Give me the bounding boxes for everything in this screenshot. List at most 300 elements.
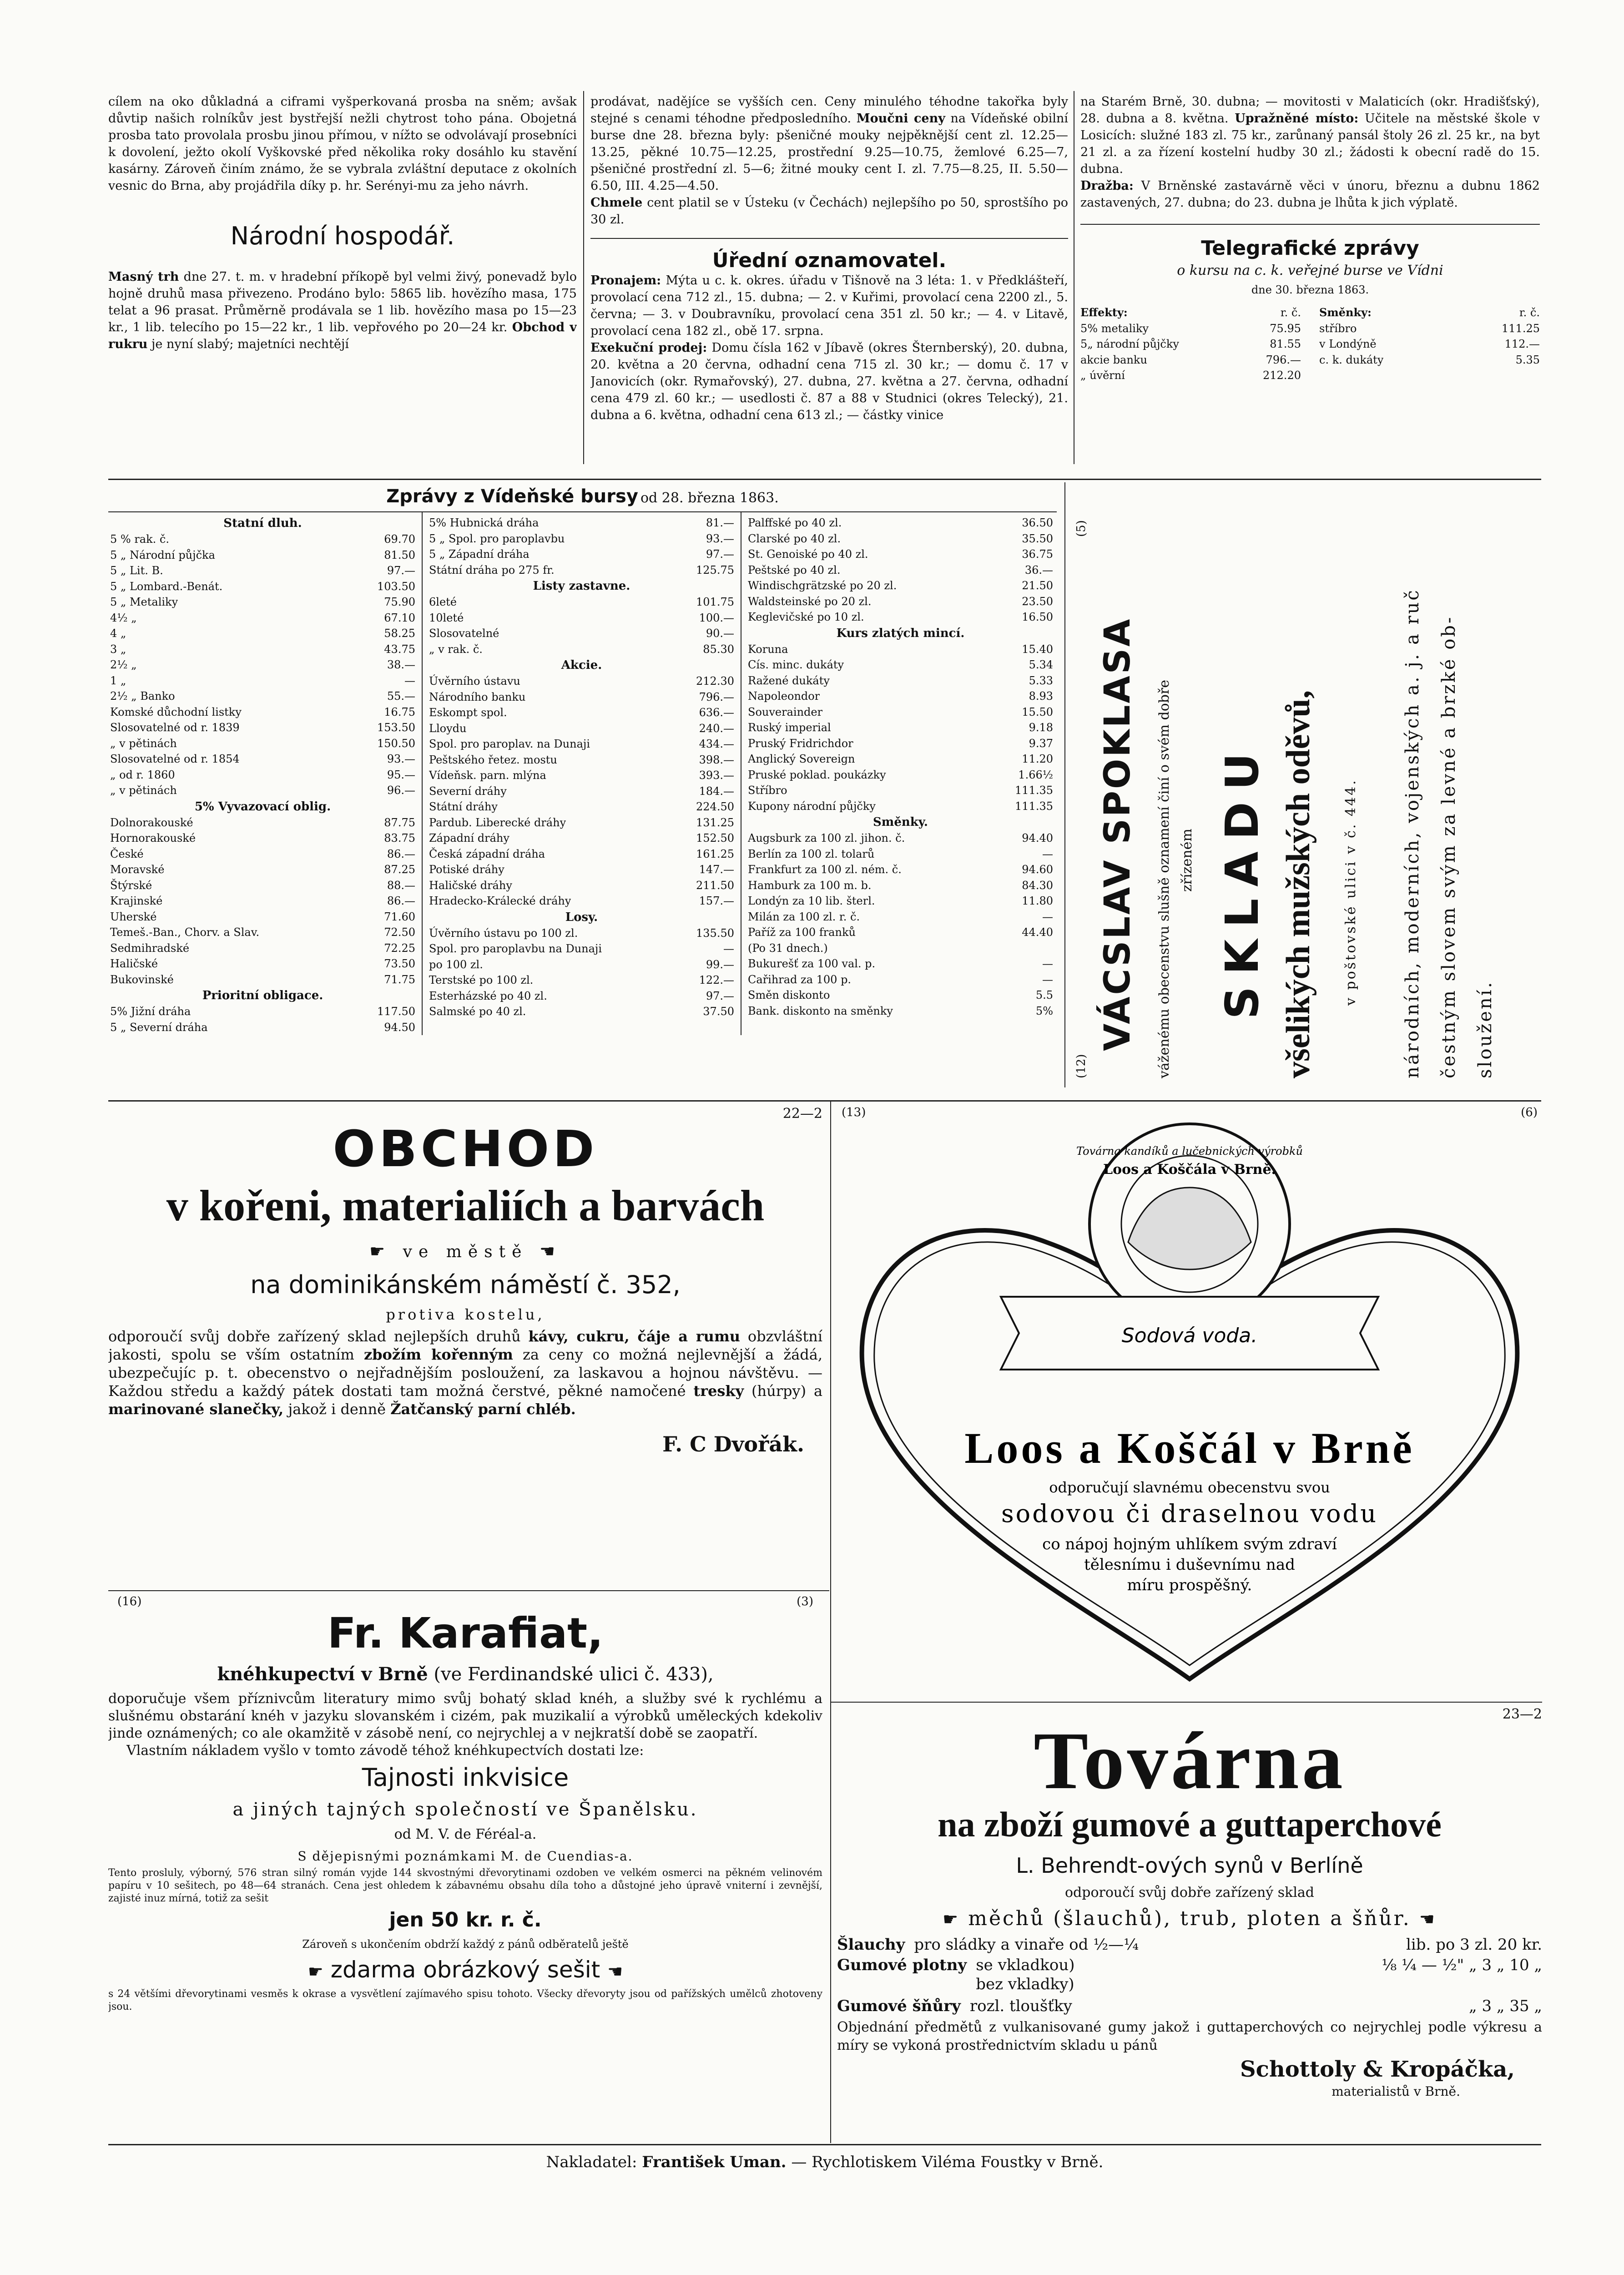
bursa-c3-row <box>748 751 1053 767</box>
row-label: Hamburk za 100 m. b. <box>748 879 872 892</box>
row-label: Berlín za 100 zl. tolarů <box>748 847 875 860</box>
bursa-c3-row <box>748 893 1053 909</box>
row-value: 81.— <box>706 516 734 529</box>
loos-line-2: sodovou či draselnou vodu <box>1001 1499 1378 1528</box>
row-label: Lloydu <box>429 722 467 735</box>
row-label: 1 „ <box>110 674 126 687</box>
col3-intro: na Starém Brně, 30. dubna; — movitosti v Malaticích (okr. Hradišťský), 28. dubna a 8. května. <box>1080 95 1540 126</box>
bursa-c3-row <box>748 1003 1053 1019</box>
col3-left-row <box>1080 321 1301 337</box>
ad-number-23-2: 23—2 <box>1502 1706 1542 1722</box>
section-heading-narodni-hospodar: Národní hospodář. <box>230 222 455 250</box>
row-value: 111.35 <box>1015 799 1053 813</box>
row-value: 796.— <box>699 690 734 703</box>
row-value: 36.75 <box>1022 548 1053 561</box>
karafiat-author: od M. V. de Féréal-a. <box>394 1826 537 1842</box>
ad-number-5: (5) <box>1074 520 1088 537</box>
row-value: 97.— <box>706 548 734 561</box>
smenky-label: Směnky: <box>1319 306 1372 319</box>
bursa-c1-row <box>110 1020 415 1036</box>
bursa-c2-row <box>429 957 734 973</box>
col3-right-row <box>1319 321 1540 337</box>
row-label: Peštského řetez. mostu <box>429 753 557 766</box>
tovarna-row1-desc: pro sládky a vinaře od ½—¼ <box>914 1936 1139 1954</box>
row-value: 86.— <box>387 847 415 860</box>
row-value: 9.37 <box>1029 737 1053 750</box>
bursa-c1-row <box>110 972 415 988</box>
row-label: 5 „ Lit. B. <box>110 564 163 577</box>
ad-number-16: (16) <box>117 1595 142 1608</box>
row-label: Slosovatelné od r. 1854 <box>110 753 240 765</box>
row-value: 69.70 <box>384 533 415 546</box>
bursa-c3-subheading: Směnky. <box>873 815 928 829</box>
row-label: 5% metaliky <box>1080 322 1149 335</box>
karafiat-title: Fr. Karafiat, <box>327 1609 604 1658</box>
row-value: 44.40 <box>1022 926 1053 939</box>
row-value: 88.— <box>387 879 415 892</box>
dvorak-title: OBCHOD <box>333 1120 598 1178</box>
row-value: 23.50 <box>1022 595 1053 608</box>
pronajem-text: Mýta u c. k. okres. úřadu v Tišnově na 3 léta: 1. v Předklášteří, provolací cena 712 zl., 15. dubna; — 2. v Kuřimi, provolací cena 2200 zl., 5. června; — 3. v Doubravníku, provolací cena 351 zl. 50 kr.; — 4. v Litavě, provolací cena 182 zl., obě 17. srpna. <box>590 273 1068 338</box>
bursa-c2-row <box>429 893 734 909</box>
tovarna-items: měchů (šlauchů), trub, ploten a šňůr. <box>968 1907 1411 1930</box>
spoklasa-address: v poštovské ulici v č. 444. <box>1343 779 1359 1006</box>
spoklasa-odevu: všelikých mužských oděvů, <box>1280 690 1317 1078</box>
bursa-c1-row <box>110 720 415 736</box>
row-value: 152.50 <box>696 832 734 844</box>
bursa-c1-subheading: 5% Vyvazovací oblig. <box>194 799 331 814</box>
bursa-c2-row <box>429 610 734 626</box>
row-label: 4 „ <box>110 627 126 640</box>
spoklasa-name: VÁCSLAV SPOKLASA <box>1097 617 1138 1051</box>
tovarna-row3-name: Gumové šňůry <box>837 1997 961 2015</box>
ad-number-22-2: 22—2 <box>782 1106 822 1122</box>
dvorak-opposite: protiva kostelu, <box>386 1306 545 1323</box>
bursa-c2-row <box>429 736 734 752</box>
row-label: 4½ „ <box>110 611 137 624</box>
tovarna-title: Továrna <box>1034 1715 1346 1806</box>
row-label: Česká západní dráha <box>429 847 545 860</box>
bursa-c1-row <box>110 862 415 878</box>
bursa-c2-row <box>429 642 734 657</box>
row-label: Souverainder <box>748 705 823 718</box>
row-value: 37.50 <box>703 1005 734 1018</box>
dvorak-signature: F. C Dvořák. <box>662 1432 804 1456</box>
row-label: Ruský imperial <box>748 721 831 734</box>
dvorak-bold-5: Žatčanský parní chléb. <box>390 1400 576 1418</box>
ad-number-3: (3) <box>797 1595 813 1608</box>
footer-publisher: František Uman. <box>642 2153 787 2171</box>
row-value: 75.90 <box>384 596 415 608</box>
row-value: 38.— <box>387 658 415 671</box>
column-3 <box>1080 93 1540 462</box>
bursa-c1-row <box>110 531 415 547</box>
row-label: 5 „ Spol. pro paroplavbu <box>429 532 565 545</box>
bursa-c3-row <box>748 562 1053 578</box>
row-value: 135.50 <box>696 926 734 940</box>
dvorak-body-1: odporoučí svůj dobře zařízený sklad nejlepších druhů <box>108 1328 521 1345</box>
effekty-unit: r. č. <box>1280 306 1301 319</box>
row-label: Terstské po 100 zl. <box>429 974 534 986</box>
loos-arc-1: Továrna kandíků a lučebnických výrobků <box>1076 1145 1303 1158</box>
tovarna-row2-name: Gumové plotny <box>837 1956 967 1974</box>
ad-loos-koscal <box>837 1106 1542 1697</box>
row-label: Salmské po 40 zl. <box>429 1005 526 1018</box>
row-label: po 100 zl. <box>429 958 483 971</box>
row-label: Bukovinské <box>110 973 174 986</box>
bursa-c2-row <box>429 925 734 941</box>
row-value: 150.50 <box>377 737 415 750</box>
chmele-text: cent platil se v Ústeku (v Čechách) nejlepšího po 50, sprostšího po 30 zl. <box>590 196 1068 227</box>
bursa-c3-row <box>748 609 1053 625</box>
row-label: Londýn za 10 lib. šterl. <box>748 895 875 907</box>
row-label: Moravské <box>110 863 165 876</box>
row-value: — <box>1042 973 1053 986</box>
row-value <box>1008 940 1053 956</box>
bursa-c2-row <box>429 515 734 531</box>
karafiat-give: Zároveň s ukončením obdrží každý z pánů odběratelů ještě <box>302 1938 629 1951</box>
bursa-c3-row <box>748 830 1053 846</box>
row-value: 101.75 <box>696 596 734 608</box>
row-label: Krajinské <box>110 895 163 907</box>
bursa-c3-row <box>748 878 1053 894</box>
heart-frame-graphic <box>837 1106 1542 1697</box>
row-value: 117.50 <box>377 1005 415 1018</box>
tovarna-row1-price: lib. po 3 zl. 20 kr. <box>1406 1936 1542 1954</box>
ad-number-13: (13) <box>842 1106 866 1119</box>
row-label: Milán za 100 zl. r. č. <box>748 910 860 923</box>
bursa-c3-row <box>748 657 1053 673</box>
row-value: 73.50 <box>384 957 415 970</box>
loos-line-1: odporučují slavnému obecenstvu svou <box>1049 1479 1330 1496</box>
row-label: Cařihrad za 100 p. <box>748 973 852 986</box>
row-label: Úvěrního ústavu po 100 zl. <box>429 926 578 940</box>
row-value: 15.50 <box>1022 705 1053 718</box>
bursa-c1-row <box>110 673 415 689</box>
row-value: 103.50 <box>377 580 415 593</box>
telegraf-date: dne 30. března 1863. <box>1251 283 1369 296</box>
row-label: 5% Hubnická dráha <box>429 516 539 529</box>
row-value: 5.34 <box>1029 658 1053 671</box>
row-label: 3 „ <box>110 642 126 656</box>
row-label: Napoleondor <box>748 690 820 703</box>
tovarna-row3-desc: rozl. tloušťky <box>969 1997 1072 2015</box>
row-value: 85.30 <box>703 642 734 656</box>
row-label: Augsburk za 100 zl. jihon. č. <box>748 832 905 844</box>
bursa-c3-row <box>748 767 1053 783</box>
row-label: v Londýně <box>1319 338 1377 350</box>
loos-ribbon: Sodová voda. <box>1121 1324 1258 1347</box>
row-value: — <box>404 674 415 687</box>
lead-chmele: Chmele <box>590 196 643 210</box>
row-label: Slosovatelné od r. 1839 <box>110 721 240 734</box>
row-label: Windischgrätzské po 20 zl. <box>748 579 897 592</box>
row-value: 72.50 <box>384 926 415 939</box>
bursa-c1-row <box>110 563 415 579</box>
row-label: Potiské dráhy <box>429 863 504 876</box>
row-value: 5.35 <box>1515 353 1540 366</box>
bursa-column-3 <box>741 512 1057 1035</box>
row-value: 93.— <box>387 753 415 765</box>
pointing-hand-icon: ☚ <box>539 1241 561 1261</box>
obchod-text: je nyní slabý; majetníci nechtějí <box>151 337 349 351</box>
spoklasa-line-4: národních, moderních, vojenských a. j. a ruč <box>1402 588 1423 1078</box>
column-2 <box>590 93 1068 462</box>
row-label: 5% Jižní dráha <box>110 1005 191 1018</box>
row-label: Státní dráhy <box>429 800 498 813</box>
row-label: Palffské po 40 zl. <box>748 516 842 529</box>
bursa-c1-row <box>110 909 415 925</box>
dvorak-bold-3: tresky <box>693 1382 744 1400</box>
row-value: 157.— <box>699 895 734 907</box>
row-label: Waldsteinské po 20 zl. <box>748 595 872 608</box>
karafiat-book-title: Tajnosti inkvisice <box>362 1763 569 1792</box>
smenky-unit: r. č. <box>1519 306 1540 319</box>
spoklasa-line-6: sloužení. <box>1475 980 1496 1078</box>
bursa-report <box>108 482 1057 1087</box>
bursa-c3-row <box>748 720 1053 736</box>
ad-tovarna <box>837 1706 1542 2143</box>
row-label: Keglevičské po 10 zl. <box>748 611 864 623</box>
row-label: 5„ národní půjčky <box>1080 338 1179 350</box>
row-label: 5 „ Metaliky <box>110 596 178 608</box>
row-value: 393.— <box>699 769 734 782</box>
dvorak-bold-1: kávy, cukru, čáje a rumu <box>528 1328 741 1345</box>
bursa-c3-row <box>748 736 1053 752</box>
row-value: 112.— <box>1504 338 1540 350</box>
dvorak-bold-2: zbožím kořenným <box>364 1346 513 1363</box>
smenky-table <box>1319 305 1540 384</box>
row-value: 36.50 <box>1022 516 1053 529</box>
bursa-c1-row <box>110 704 415 720</box>
bursa-c1-row <box>110 925 415 940</box>
bursa-c1-row <box>110 642 415 657</box>
lead-uprazdnene-misto: Upražněné místo: <box>1235 111 1359 126</box>
karafiat-price: jen 50 kr. r. č. <box>389 1908 542 1931</box>
pointing-hand-icon: ☚ <box>1419 1909 1437 1929</box>
row-label: 10leté <box>429 611 464 624</box>
lead-exekucni-prodej: Exekuční prodej: <box>590 341 707 355</box>
dvorak-square: na dominikánském náměstí č. 352, <box>250 1270 681 1299</box>
row-value: 93.— <box>706 532 734 545</box>
row-value: 71.60 <box>384 910 415 923</box>
row-value: 81.55 <box>1270 338 1301 350</box>
tovarna-row2-price: ⅛ ¼ — ½" „ 3 „ 10 „ <box>1382 1956 1542 1974</box>
row-label: Pardub. Liberecké dráhy <box>429 816 566 829</box>
row-label: Štýrské <box>110 879 152 892</box>
bursa-c1-subheading: Prioritní obligace. <box>202 989 323 1002</box>
bursa-c2-subheading: Losy. <box>565 910 598 924</box>
row-value: — <box>1042 957 1053 970</box>
row-value: — <box>1042 847 1053 860</box>
row-label: 5 „ Lombard.-Benát. <box>110 580 223 593</box>
bursa-c1-row <box>110 940 415 956</box>
spoklasa-line-1: váženému obecenstvu slušně oznamení činí o svém dobře <box>1156 679 1172 1078</box>
row-label: Clarské po 40 zl. <box>748 532 841 545</box>
row-label: Eskompt spol. <box>429 706 507 719</box>
row-value: 153.50 <box>377 721 415 734</box>
row-value: 87.25 <box>384 863 415 876</box>
row-value: 122.— <box>699 974 734 986</box>
karafiat-subtitle-bold: knéhkupectví v Brně <box>217 1663 428 1685</box>
bursa-c1-row <box>110 688 415 704</box>
row-value: 125.75 <box>696 563 734 576</box>
section-heading-uredni-oznamovatel: Úřední oznamovatel. <box>712 249 947 272</box>
row-label: Pruský Fridrichdor <box>748 737 853 750</box>
bursa-c2-row <box>429 972 734 988</box>
bursa-c3-row <box>748 578 1053 594</box>
bursa-c1-row <box>110 1004 415 1020</box>
bursa-c2-row <box>429 988 734 1004</box>
row-value: 224.50 <box>696 800 734 813</box>
masny-trh-text: dne 27. t. m. v hradební příkopě byl velmi živý, ponevadž bylo hojně druhů masa přivezeno. Prodáno bylo: 5865 lib. hovězího masa, 175 telat a 96 prasat. Průměrně prodávala se 1 lib. hovězího masa po 15—23 kr., 1 lib. telecího po 15—22 kr., 1 lib. vepřového po 20—24 kr. <box>108 270 577 334</box>
bursa-title: Zprávy z Vídeňské bursy <box>386 486 638 507</box>
row-value: 211.50 <box>696 879 734 892</box>
bursa-date: od 28. března 1863. <box>640 490 779 506</box>
row-label: Koruna <box>748 642 788 656</box>
row-label: Spol. pro paroplavbu na Dunaji <box>429 942 602 955</box>
bursa-c2-row <box>429 705 734 721</box>
footer-printer: — Rychlotiskem Viléma Foustky v Brně. <box>791 2153 1104 2171</box>
ad-karafiat <box>108 1595 822 2141</box>
bursa-c2-subheading: Listy zastavne. <box>533 579 630 593</box>
exekucni-text: Domu čísla 162 v Jíbavě (okres Šternberský), 20. dubna, 20. května a 20 června, odhadní cena 715 zl. 30 kr.; — domu č. 17 v Janovicích (okr. Rymařovský), 27. dubna, 27. května a 27. června, odhadní cena 479 zl. 60 kr.; — usedlosti č. 87 a 88 v Studnici (okres Telecký), 21. dubna a 6. května, odhadní cena 613 zl.; — částky vinice <box>590 341 1068 422</box>
row-label: 5 „ Západní dráha <box>429 548 530 561</box>
bursa-c1-row <box>110 878 415 894</box>
row-label: Anglický Sovereign <box>748 753 855 765</box>
karafiat-small-text: Tento prosluly, výborný, 576 stran silný román vyjde 144 skvostnými dřevorytinami ozdoben ve velkém osmerci na pěkném velinovém papíru v 10 sešitech, po 48—64 stranách. Cena jest ohledem k zábavnému obsahu díla toho a důstojné jeho úpravě vniterní i zevnější, zajisté inuz mírná, totiž za sešit <box>108 1867 822 1904</box>
row-value: 111.35 <box>1015 784 1053 797</box>
bursa-c3-subheading: Kurs zlatých mincí. <box>836 626 965 640</box>
row-label: Haličské <box>110 957 158 970</box>
bursa-c1-row <box>110 579 415 595</box>
row-value: 100.— <box>699 611 734 624</box>
pointing-hand-icon: ☛ <box>308 1962 323 1982</box>
row-label: Slosovatelné <box>429 627 499 640</box>
uprazdnene-text: Učitele na městské škole v Losicích: služné 183 zl. 75 kr., zarůnaný pansál štoly 26 zl. 25 kr., na byt 21 zl. a za řízení kostelní hudby 30 zl.; žádosti k obecní radě do 15. dubna. <box>1080 111 1540 176</box>
tovarna-body: Objednání předmětů z vulkanisované gumy jakož i guttaperchových co nejrychlej podle výkresu a míry se vykoná prostřednictvím skladu u pánů <box>837 2019 1542 2053</box>
row-value: 71.75 <box>384 973 415 986</box>
row-value: 8.93 <box>1029 690 1053 703</box>
bursa-c2-row <box>429 531 734 547</box>
row-value: 90.— <box>706 627 734 640</box>
bursa-c1-row <box>110 547 415 563</box>
loos-arc-2: Loos a Koščála v Brně. <box>1103 1162 1276 1178</box>
row-label: Bukurešť za 100 val. p. <box>748 957 876 970</box>
bursa-c3-row <box>748 688 1053 704</box>
lead-drazba: Dražba: <box>1080 179 1134 193</box>
spoklasa-line-5: čestným slovem svým za levné a brzké ob- <box>1438 615 1459 1078</box>
col3-left-row <box>1080 352 1301 368</box>
dvorak-body-3: za ceny co možná nejlevnější a žádá, ubezpečujíc p. t. obecenstvo o nejřadnějším posloužení, za laskavou a hojnou návštěvu. — Každou středu a každý pátek dostati tam možná čerstvé, pěkné namočené <box>108 1346 822 1400</box>
row-value: 97.— <box>387 564 415 577</box>
row-value: 67.10 <box>384 611 415 624</box>
tovarna-signature: Schottoly & Kropáčka, <box>1240 2057 1515 2082</box>
row-label: Cís. minc. dukáty <box>748 658 844 671</box>
bursa-c2-row <box>429 689 734 705</box>
bursa-c3-row <box>748 515 1053 531</box>
tovarna-row2-a: se vkladkou) <box>976 1956 1075 1974</box>
col3-left-row <box>1080 336 1301 352</box>
row-value: 5.5 <box>1035 989 1053 1001</box>
row-value: 96.— <box>387 784 415 797</box>
bursa-c3-row <box>748 783 1053 799</box>
row-label: Severní dráhy <box>429 784 507 798</box>
row-label: akcie banku <box>1080 353 1147 366</box>
lead-moucni-ceny: Moučni ceny <box>856 111 945 126</box>
bursa-c2-row <box>429 878 734 894</box>
bursa-c1-row <box>110 736 415 752</box>
karafiat-body-2: Vlastním nákladem vyšlo v tomto závodě téhož knéhkupectvích dostati lze: <box>126 1743 644 1759</box>
row-value: 111.25 <box>1502 322 1540 335</box>
row-value: 16.75 <box>384 705 415 718</box>
tovarna-row1-name: Šlauchy <box>837 1936 905 1954</box>
bursa-c2-row <box>429 862 734 878</box>
karafiat-body: doporučuje všem příznivcům literatury mimo svůj bohatý sklad knéh, a služby své k rychlému a slušnému obstarání knéh v jazyku slovanském i cizém, pak muzikalií a výrobků uměleckých kdekoliv jinde oznámených; co ale okamžitě v zásobě není, co nejrychlej a v nejkratší době se zaopatří. <box>108 1691 822 1741</box>
row-value: 72.25 <box>384 941 415 955</box>
row-label: České <box>110 847 144 860</box>
row-value: 636.— <box>699 706 734 719</box>
row-value: 55.— <box>387 690 415 703</box>
bursa-c2-row <box>429 546 734 562</box>
bursa-c1-row <box>110 783 415 799</box>
bursa-c1-row <box>110 956 415 972</box>
row-label: Peštské po 40 zl. <box>748 563 841 576</box>
row-label: 5 „ Národní půjčka <box>110 548 215 561</box>
tovarna-firm: L. Behrendt-ových synů v Berlíně <box>1016 1853 1363 1878</box>
bursa-c1-row <box>110 594 415 610</box>
row-value: 9.18 <box>1029 721 1053 734</box>
ad-number-12: (12) <box>1074 1054 1088 1078</box>
telegraf-heading: Telegrafické zprávy <box>1201 237 1419 260</box>
bursa-c3-row <box>748 546 1053 562</box>
row-value: 75.95 <box>1270 322 1301 335</box>
row-value: 1.66½ <box>1018 768 1053 781</box>
row-label: 5 % rak. č. <box>110 533 169 546</box>
dvorak-bold-4: marinované slanečky, <box>108 1400 284 1418</box>
loos-line-3: co nápoj hojným uhlíkem svým zdraví <box>1042 1535 1337 1553</box>
row-value: 5.33 <box>1029 674 1053 687</box>
row-value: 16.50 <box>1022 611 1053 623</box>
bursa-c2-row <box>429 562 734 578</box>
bursa-c3-row <box>748 972 1053 988</box>
pointing-hand-icon: ☛ <box>369 1241 392 1261</box>
row-value: 434.— <box>699 738 734 750</box>
row-label: Vídeňsk. parn. mlýna <box>429 769 546 782</box>
col3-right-row <box>1319 352 1540 368</box>
row-label: 6leté <box>429 596 457 608</box>
bursa-c3-row <box>748 956 1053 972</box>
row-value: 86.— <box>387 895 415 907</box>
row-value: 35.50 <box>1022 532 1053 545</box>
bursa-c3-row <box>748 799 1053 814</box>
row-value: 94.50 <box>384 1021 415 1034</box>
lead-pronajem: Pronajem: <box>590 273 661 288</box>
row-label: „ od r. 1860 <box>110 768 175 781</box>
row-value: 796.— <box>1266 353 1301 366</box>
bursa-c3-row <box>748 704 1053 720</box>
bursa-c1-row <box>110 846 415 862</box>
bursa-c2-row <box>429 846 734 862</box>
row-value: 94.60 <box>1022 863 1053 876</box>
bursa-c2-subheading: Akcie. <box>561 658 602 672</box>
row-label: Uherské <box>110 910 157 923</box>
bursa-c2-row <box>429 941 734 957</box>
row-label: Pruské poklad. poukázky <box>748 768 886 781</box>
loos-line-5: míru prospěšný. <box>1127 1576 1252 1594</box>
row-value: 184.— <box>699 784 734 798</box>
dvorak-body-2: obzvláštní jakosti, spolu se vším ostatním <box>108 1328 822 1363</box>
